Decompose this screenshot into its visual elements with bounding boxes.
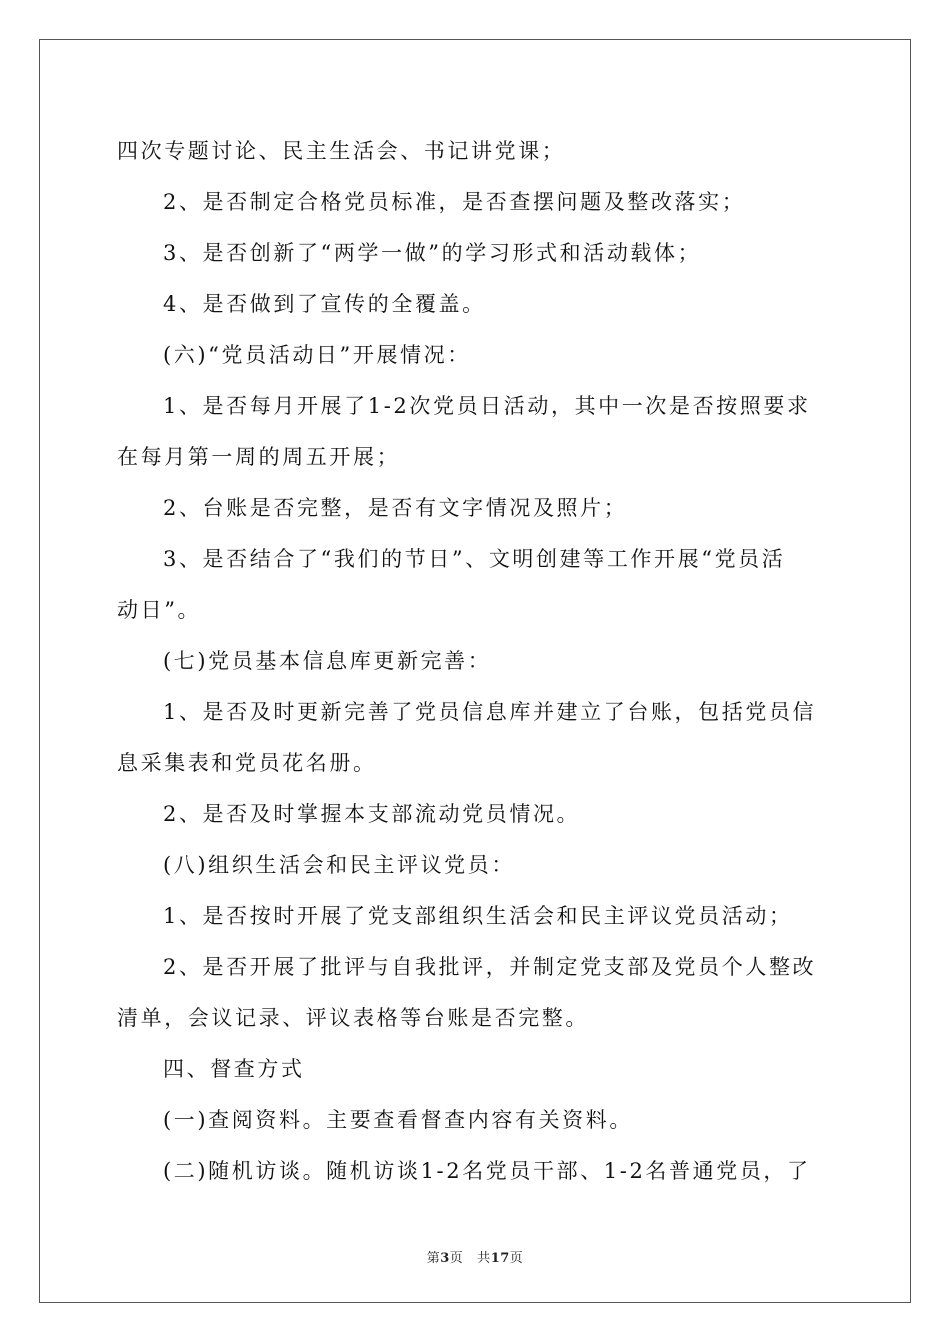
text-line: (八)组织生活会和民主评议党员： xyxy=(163,853,515,877)
text-line: 2、是否及时掌握本支部流动党员情况。 xyxy=(163,802,581,826)
text-line: (二)随机访谈。随机访谈1-2名党员干部、1-2名普通党员，了 xyxy=(163,1159,811,1183)
text-line: (一)查阅资料。主要查看督查内容有关资料。 xyxy=(163,1108,633,1132)
text-line: 4、是否做到了宣传的全覆盖。 xyxy=(163,292,486,316)
footer-total-prefix: 共 xyxy=(477,1251,491,1266)
text-line: 息采集表和党员花名册。 xyxy=(117,751,377,775)
footer-page-number: 3 xyxy=(440,1251,450,1266)
text-line: 2、台账是否完整，是否有文字情况及照片； xyxy=(163,496,628,520)
text-line: (六)“党员活动日”开展情况： xyxy=(163,343,471,367)
text-line: 在每月第一周的周五开展； xyxy=(117,445,401,469)
document-body xyxy=(117,126,837,1197)
page-footer xyxy=(0,1247,950,1266)
footer-page-suffix: 页 xyxy=(449,1251,464,1266)
text-line: 2、是否制定合格党员标准，是否查摆问题及整改落实； xyxy=(163,190,746,214)
text-line: 1、是否每月开展了1-2次党员日活动，其中一次是否按照要求 xyxy=(163,394,811,418)
text-line: 3、是否创新了“两学一做”的学习形式和活动载体； xyxy=(163,241,702,265)
text-line: 1、是否及时更新完善了党员信息库并建立了台账，包括党员信 xyxy=(163,700,817,724)
text-line: 四、督查方式 xyxy=(163,1057,305,1081)
footer-total-pages: 17 xyxy=(490,1251,510,1266)
text-line: 1、是否按时开展了党支部组织生活会和民主评议党员活动； xyxy=(163,904,793,928)
text-line: 3、是否结合了“我们的节日”、文明创建等工作开展“党员活 xyxy=(163,547,786,571)
text-line: 动日”。 xyxy=(117,598,202,622)
text-line: 四次专题讨论、民主生活会、书记讲党课； xyxy=(117,139,566,163)
footer-total-suffix: 页 xyxy=(509,1251,524,1266)
footer-page-prefix: 第 xyxy=(426,1251,441,1266)
text-line: 清单，会议记录、评议表格等台账是否完整。 xyxy=(117,1006,589,1030)
text-line: 2、是否开展了批评与自我批评，并制定党支部及党员个人整改 xyxy=(163,955,817,979)
text-line: (七)党员基本信息库更新完善： xyxy=(163,649,492,673)
